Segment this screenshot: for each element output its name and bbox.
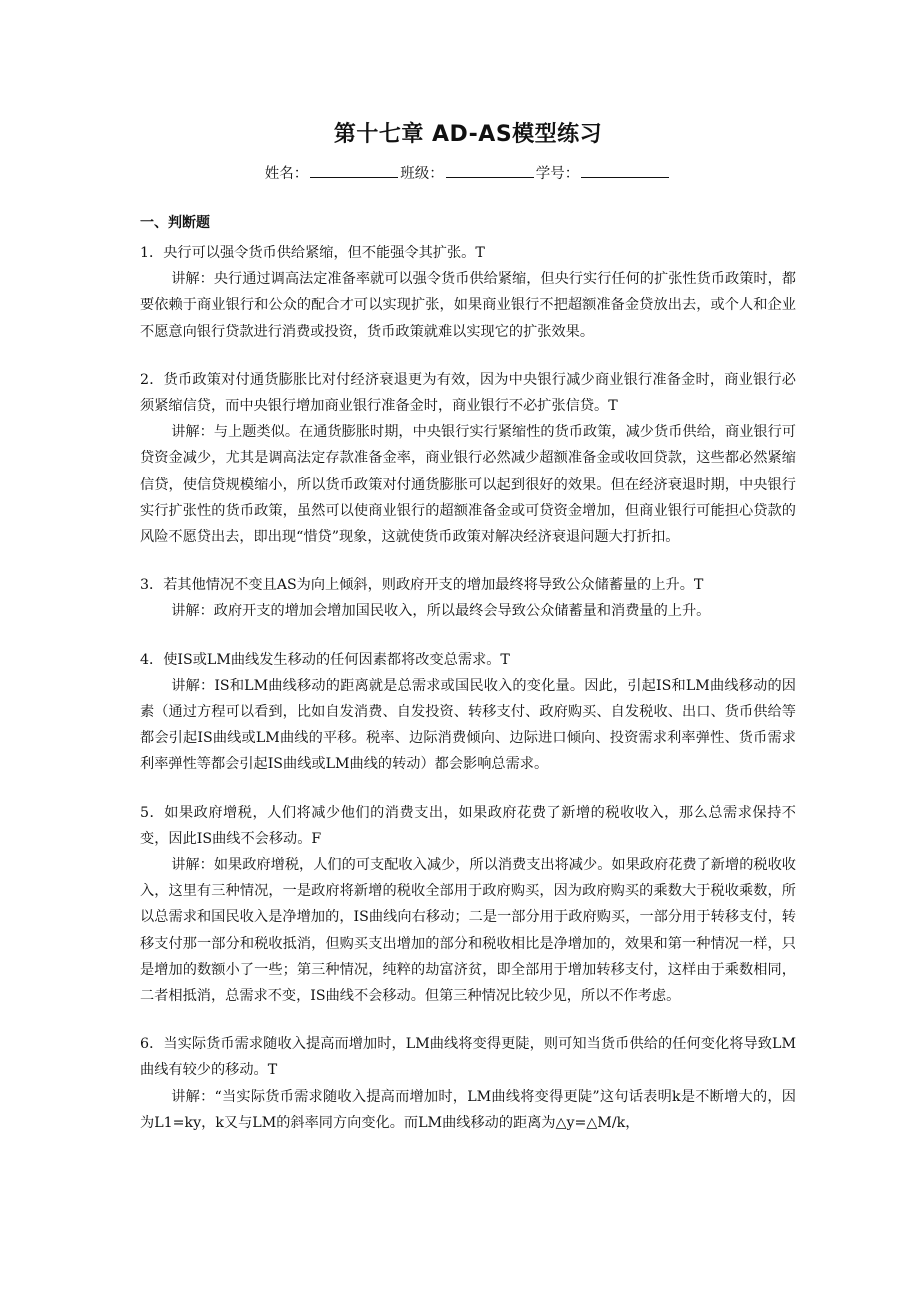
explanation-text: 讲解：政府开支的增加会增加国民收入，所以最终会导致公众储蓄量和消费量的上升。 (171, 603, 711, 620)
explanation-text: 讲解：“当实际货币需求随收入提高而增加时，LM曲线将变得更陡”这句话表明k是不断增大的，因为L1=ky，k又与LM的斜率同方向变化。而LM曲线移动的距离为△y=△M/k， (140, 1088, 796, 1131)
question-text: 3．若其他情况不变且AS为向上倾斜，则政府开支的增加最终将导致公众储蓄量的上升。T (140, 577, 704, 594)
explanation-text: 讲解：央行通过调高法定准备率就可以强令货币供给紧缩，但央行实行任何的扩张性货币政策时，都要依赖于商业银行和公众的配合才可以实现扩张，如果商业银行不把超额准备金贷放出去，或个人和企业不愿意向银行贷款进行消费或投资，货币政策就难以实现它的扩张效果。 (140, 271, 796, 340)
question-block (140, 1031, 796, 1136)
question-block (140, 240, 796, 345)
page-title: 第十七章 AD-AS模型练习 (333, 122, 603, 147)
class-blank (446, 163, 534, 178)
question-text: 4．使IS或LM曲线发生移动的任何因素都将改变总需求。T (140, 651, 510, 668)
class-label: 班级： (400, 166, 444, 182)
student-info-line (140, 162, 796, 186)
question-block (140, 572, 796, 624)
explanation-text: 讲解：与上题类似。在通货膨胀时期，中央银行实行紧缩性的货币政策，减少货币供给，商业银行可贷资金减少，尤其是调高法定存款准备金率，商业银行必然减少超额准备金或收回贷款，这些都必然紧缩信贷，使信贷规模缩小，所以货币政策对付通货膨胀可以起到很好的效果。但在经济衰退时期，中央银行实行扩张性的货币政策，虽然可以使商业银行的超额准备金或可贷资金增加，但商业银行可能担心贷款的风险不愿贷出去，即出现“惜贷”现象，这就使货币政策对解决经济衰退问题大打折扣。 (140, 424, 796, 546)
question-text: 2．货币政策对付通货膨胀比对付经济衰退更为有效，因为中央银行减少商业银行准备金时，商业银行必须紧缩信贷，而中央银行增加商业银行准备金时，商业银行不必扩张信贷。T (140, 371, 796, 415)
explanation-text: 讲解：IS和LM曲线移动的距离就是总需求或国民收入的变化量。因此，引起IS和LM曲线移动的因素（通过方程可以看到，比如自发消费、自发投资、转移支付、政府购买、自发税收、出口、货币供给等都会引起IS曲线或LM曲线的平移。税率、边际消费倾向、边际进口倾向、投资需求利率弹性、货币需求利率弹性等都会引起IS曲线或LM曲线的转动）都会影响总需求。 (140, 677, 796, 773)
question-block (140, 367, 796, 550)
name-label: 姓名： (264, 166, 309, 182)
explanation-text: 讲解：如果政府增税，人们的可支配收入减少，所以消费支出将减少。如果政府花费了新增的税收收入，这里有三种情况，一是政府将新增的税收全部用于政府购买，因为政府购买的乘数大于税收乘数，所以总需求和国民收入是净增加的，IS曲线向右移动；二是一部分用于政府购买，一部分用于转移支付，转移支付那一部分和税收抵消，但购买支出增加的部分和税收相比是净增加的，效果和第一种情况一样，只是增加的数额小了一些；第三种情况，纯粹的劫富济贫，即全部用于增加转移支付，这样由于乘数相同，二者相抵消，总需求不变，IS曲线不会移动。但第三种情况比较少见，所以不作考虑。 (140, 857, 796, 1005)
name-blank (310, 163, 398, 178)
question-text: 6．当实际货币需求随收入提高而增加时，LM曲线将变得更陡，则可知当货币供给的任何变化将导致LM曲线有较少的移动。T (140, 1036, 796, 1079)
student-id-blank (581, 163, 669, 178)
question-text: 1．央行可以强令货币供给紧缩，但不能强令其扩张。T (140, 245, 485, 261)
document-page (140, 118, 796, 1136)
question-text: 5．如果政府增税，人们将减少他们的消费支出，如果政府花费了新增的税收收入，那么总需求保持不变，因此IS曲线不会移动。F (140, 804, 796, 847)
question-block (140, 647, 796, 778)
section-heading: 一、判断题 (140, 215, 210, 231)
question-block (140, 800, 796, 1010)
student-id-label: 学号： (535, 166, 580, 182)
